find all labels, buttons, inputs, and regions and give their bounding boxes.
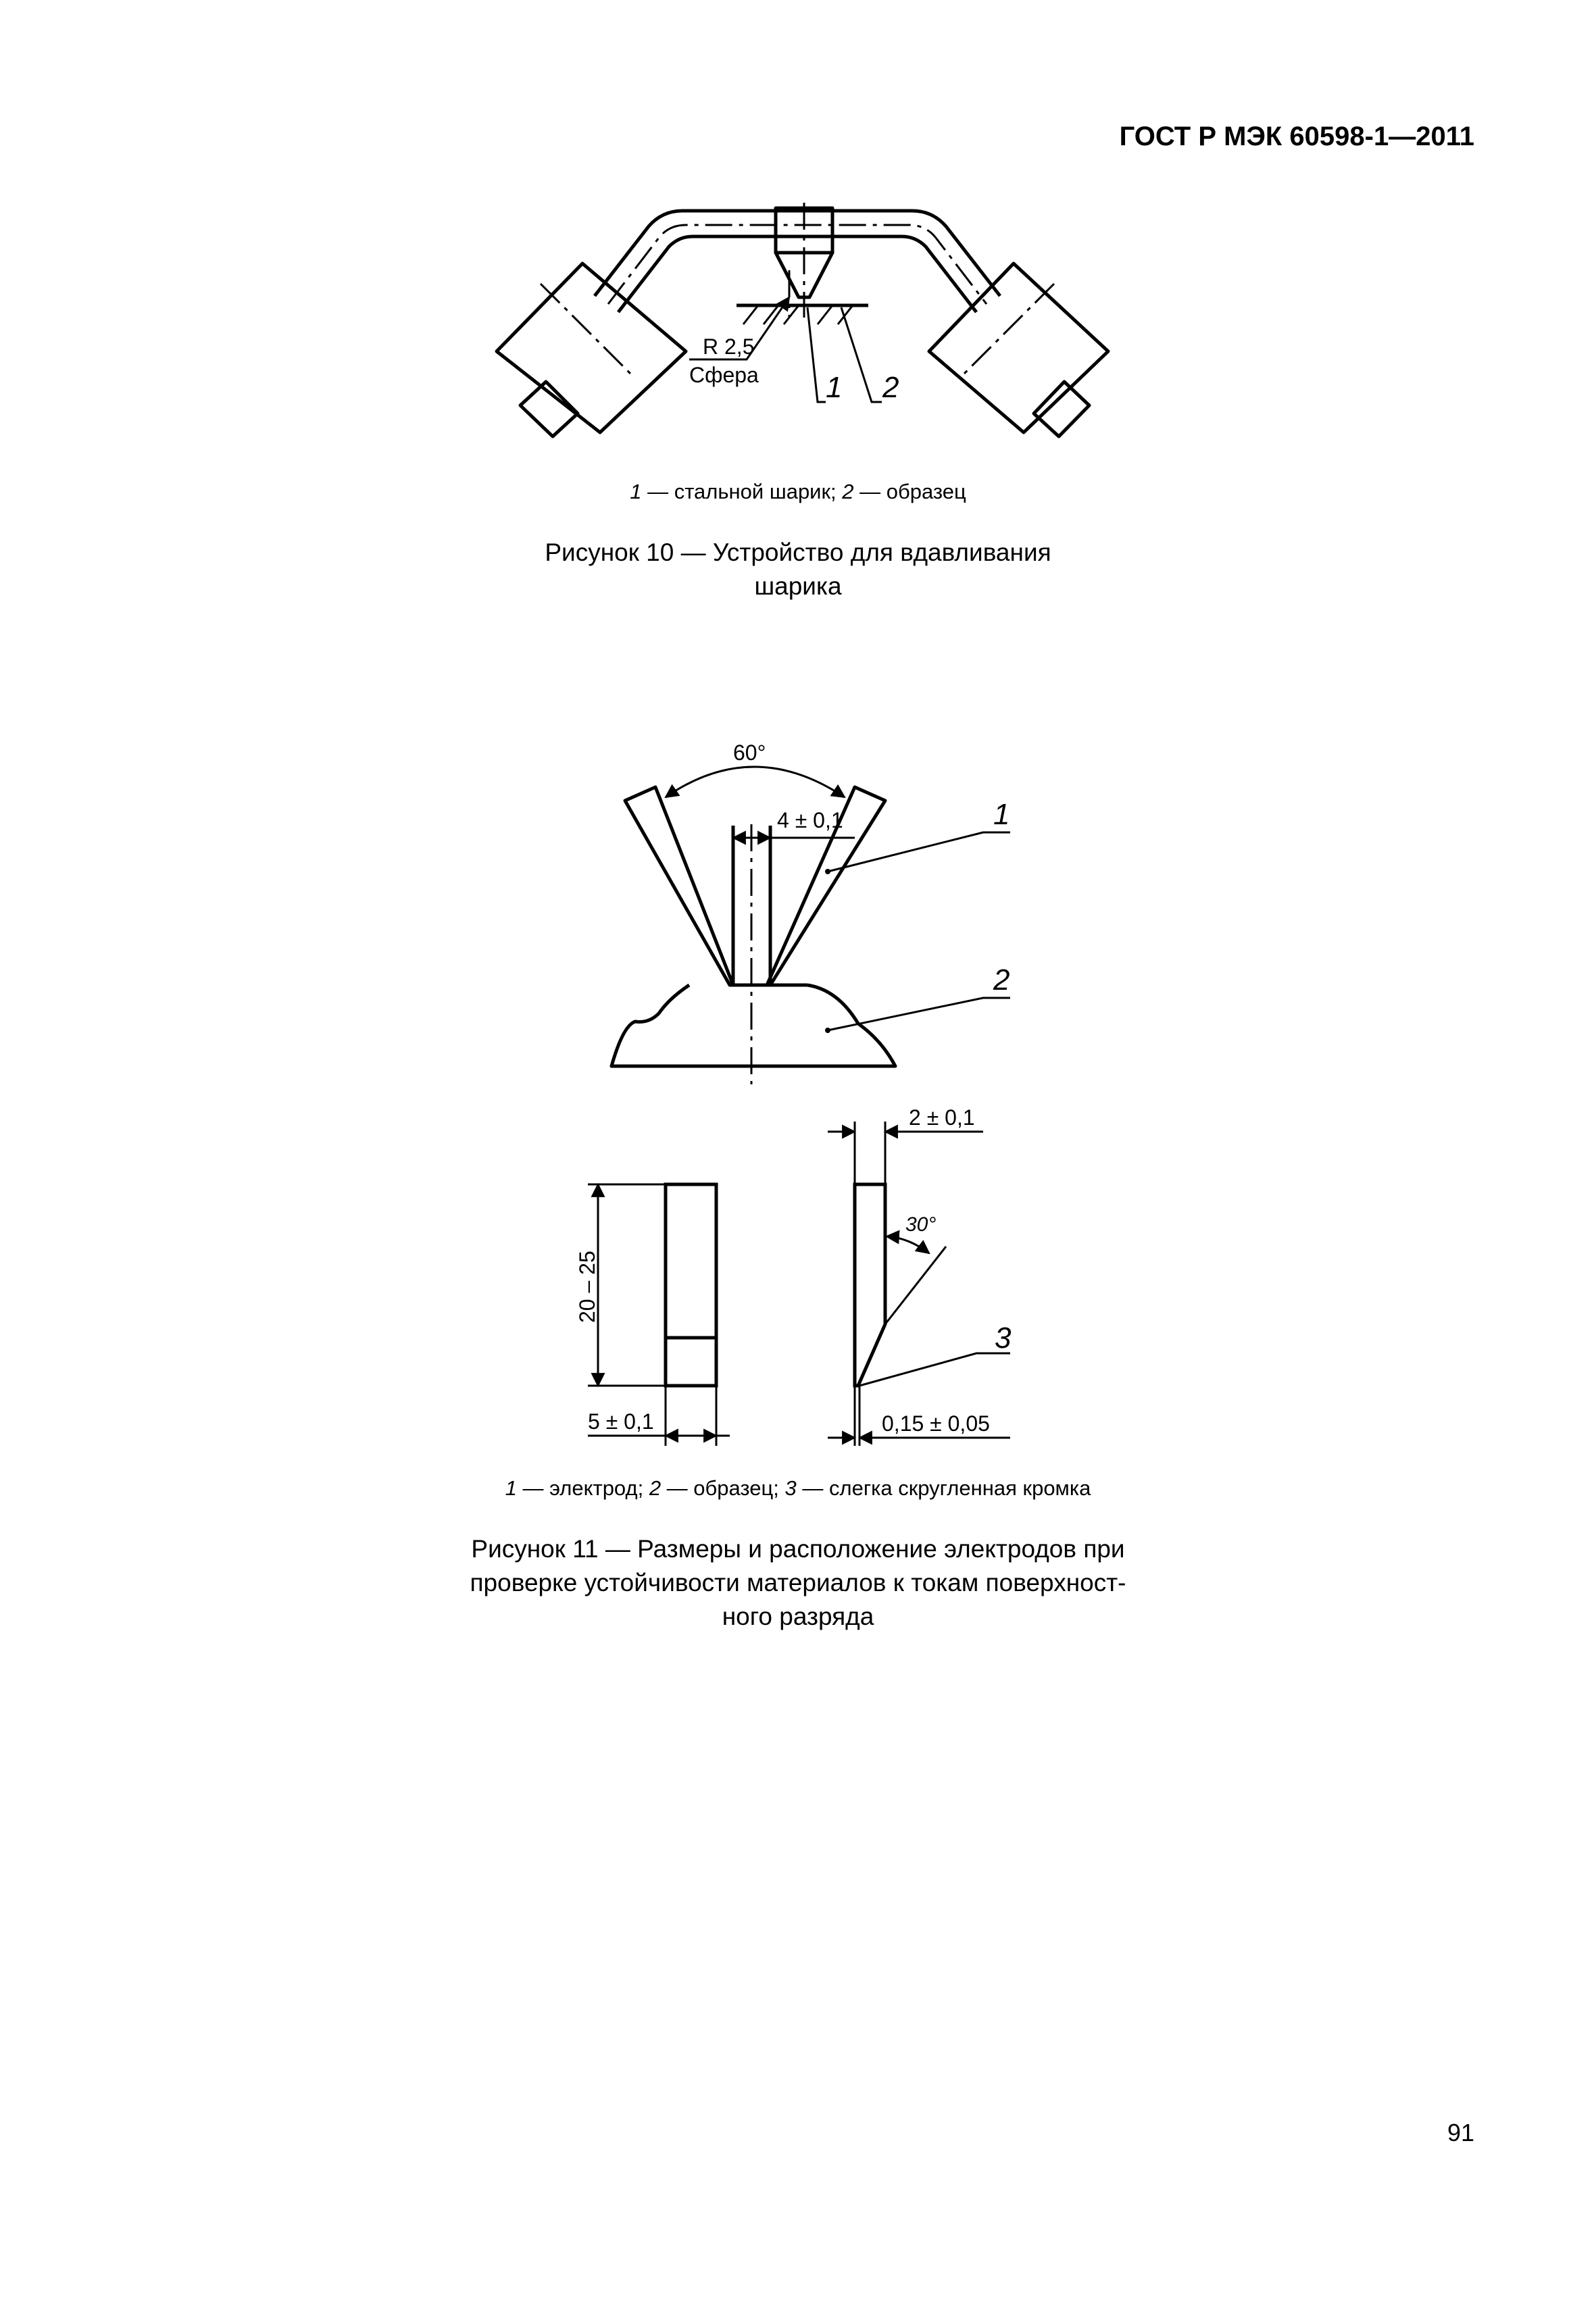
callout-1: 1	[826, 371, 843, 404]
edge-label: 0,15 ± 0,05	[882, 1411, 990, 1436]
radius-label: R 2,5	[703, 334, 755, 359]
callout-3: 3	[995, 1322, 1012, 1355]
left-electrode	[625, 787, 733, 985]
angle-30-label: 30°	[905, 1213, 937, 1236]
sphere-label: Сфера	[689, 363, 759, 387]
height-label: 20 – 25	[575, 1251, 599, 1323]
figure-11-caption: Рисунок 11 — Размеры и расположение электродов при проверке устойчивости материалов к токам поверхност- ного разряда	[470, 1535, 1126, 1630]
electrode-side	[855, 1184, 885, 1386]
figure-11-legend: 1 — электрод; 2 — образец; 3 — слегка скругленная кромка	[505, 1476, 1091, 1500]
callout-2: 2	[882, 371, 899, 404]
figure-10-legend: 1 — стальной шарик; 2 — образец	[630, 480, 966, 503]
thickness-label: 2 ± 0,1	[909, 1105, 975, 1130]
electrode-front	[666, 1184, 716, 1386]
angle-60-label: 60°	[733, 740, 766, 765]
page-number: 91	[1447, 2119, 1474, 2146]
figure-10-caption: Рисунок 10 — Устройство для вдавливания шарика	[545, 538, 1051, 600]
width-label: 5 ± 0,1	[588, 1409, 654, 1434]
gap-label: 4 ± 0,1	[777, 808, 843, 832]
callout-1: 1	[993, 798, 1010, 831]
callout-2: 2	[993, 963, 1010, 997]
standard-header: ГОСТ Р МЭК 60598-1—2011	[1119, 122, 1474, 151]
